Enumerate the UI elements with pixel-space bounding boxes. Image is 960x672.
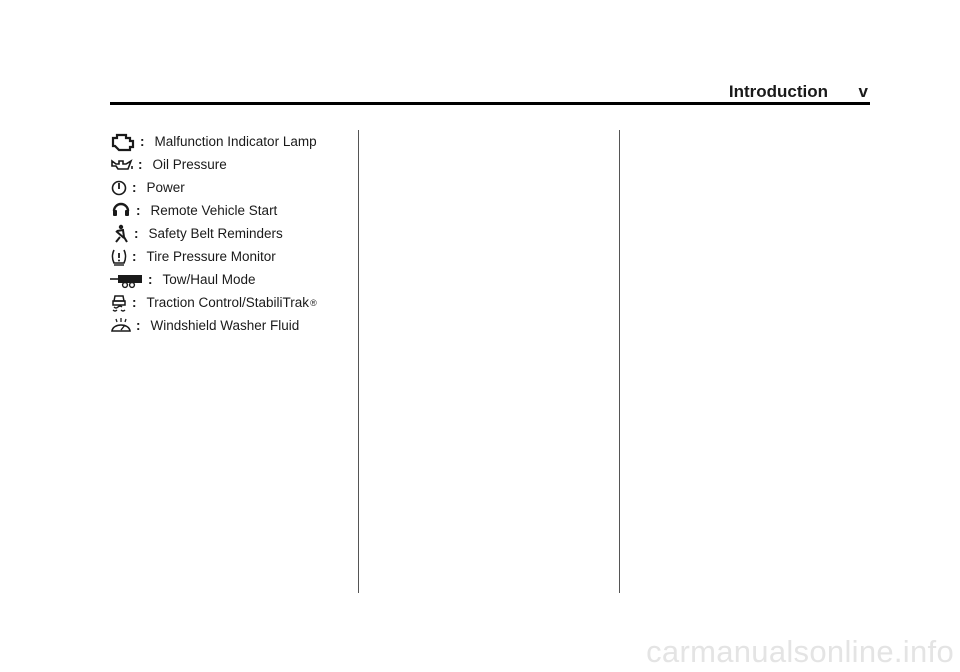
item-label: Remote Vehicle Start (150, 203, 278, 218)
item-label: Tire Pressure Monitor (146, 249, 276, 264)
page-header (110, 82, 870, 102)
power-icon (110, 179, 128, 197)
item-colon: : (132, 249, 137, 264)
list-item (110, 130, 350, 153)
item-label: Oil Pressure (152, 157, 227, 172)
check-engine-icon (110, 132, 136, 152)
item-label: Safety Belt Reminders (148, 226, 283, 241)
item-colon: : (138, 157, 143, 172)
list-item (110, 245, 350, 268)
washer-fluid-icon (110, 317, 132, 335)
traction-control-icon (110, 293, 128, 313)
item-label: Traction Control/StabiliTrak (146, 295, 310, 310)
remote-start-icon (110, 201, 132, 221)
item-colon: : (140, 134, 145, 149)
oil-can-icon (110, 157, 134, 173)
item-label: Malfunction Indicator Lamp (154, 134, 317, 149)
seatbelt-icon (110, 224, 130, 244)
item-colon: : (132, 295, 137, 310)
item-label: Power (146, 180, 185, 195)
list-item (110, 199, 350, 222)
item-label: Windshield Washer Fluid (150, 318, 300, 333)
section-title: Introduction (728, 82, 828, 101)
tow-haul-icon (110, 271, 144, 289)
list-item (110, 176, 350, 199)
header-rule (110, 102, 870, 105)
symbol-list (110, 130, 350, 337)
tire-pressure-icon (110, 247, 128, 267)
item-colon: : (132, 180, 137, 195)
list-item (110, 291, 350, 314)
item-colon: : (134, 226, 139, 241)
list-item (110, 222, 350, 245)
list-item (110, 268, 350, 291)
list-item (110, 153, 350, 176)
column-divider-left (358, 130, 359, 593)
list-item (110, 314, 350, 337)
registered-mark: ® (310, 297, 317, 308)
item-colon: : (136, 203, 141, 218)
item-colon: : (148, 272, 153, 287)
column-divider-right (619, 130, 620, 593)
watermark: carmanualsonline.info (646, 634, 954, 669)
item-label: Tow/Haul Mode (162, 272, 256, 287)
page-number: v (858, 82, 868, 101)
item-colon: : (136, 318, 141, 333)
